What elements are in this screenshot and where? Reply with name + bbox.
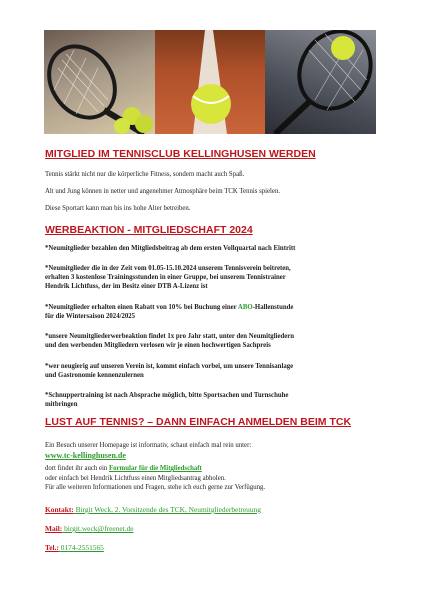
- form-line-text: dort findet ihr auch ein: [45, 465, 109, 472]
- offer-item-4-line-1: *unsere Neumitgliederwerbeaktion findet 1x pro Jahr statt, unter den Neumitgliedern: [45, 333, 295, 340]
- offer-item-1-line: *Neumitglieder bezahlen den Mitgliedsbeitrag ab dem ersten Vollquartal nach Eintritt: [45, 245, 296, 252]
- offer-item-3-text-a: *Neumitglieder erhalten einen Rabatt von 10% bei Buchung einer: [45, 304, 238, 311]
- offer-item-2: [45, 264, 385, 291]
- offer-item-6-line-2: mitbringen: [45, 401, 78, 408]
- website-link-text[interactable]: www.tc-kellinghusen.de: [45, 451, 126, 460]
- offer-item-6-line-1: *Schnuppertraining ist nach Absprache möglich, bitte Sportsachen und Turnschuhe: [45, 392, 289, 399]
- offer-item-6: [45, 391, 385, 409]
- mail-line: [45, 524, 385, 533]
- offer-item-4: [45, 332, 385, 350]
- offer-item-4-line-2: und den werbenden Mitgliedern verlosen wir je einen hochwertigen Sachpreis: [45, 342, 271, 349]
- website-link[interactable]: [45, 451, 385, 460]
- info-text: Für alle weiteren Informationen und Fragen, stehe ich euch gerne zur Verfügung.: [45, 484, 266, 491]
- offer-item-2-line-2: erhalten 3 kostenlose Trainingsstunden in einer Gruppe, bei unserem Tennistrainer: [45, 274, 286, 281]
- racket-balls-image: [44, 30, 155, 134]
- mail-link[interactable]: birgit.weck@freenet.de: [62, 524, 134, 533]
- intro-text-3: Diese Sportart kann man bis ins hohe Alter betreiben.: [45, 205, 191, 212]
- offer-item-5-line-2: und Gastronomie kennenzulernen: [45, 372, 144, 379]
- ball-on-court-image: [155, 30, 266, 134]
- kontakt-line: [45, 505, 385, 514]
- offer-item-3-line-2: für die Wintersaison 2024/2025: [45, 313, 136, 320]
- offer-item-5-line-1: *wer neugierig auf unseren Verein ist, kommt einfach vorbei, um unsere Tennisanlage: [45, 363, 294, 370]
- contact-intro: Ein Besuch unserer Homepage ist informativ, schaut einfach mal rein unter:: [45, 442, 252, 449]
- offer-item-1: [45, 244, 385, 253]
- tel-number[interactable]: 0174-2551565: [58, 543, 104, 552]
- racket-ball-image: [265, 30, 376, 134]
- offer-item-3-text-b: -Hallenstunde: [252, 304, 294, 311]
- page-title: MITGLIED IM TENNISCLUB KELLINGHUSEN WERDEN: [45, 148, 316, 160]
- offer-item-5: [45, 362, 385, 380]
- header-image-strip: [44, 30, 376, 134]
- pickup-text: oder einfach bei Hendrik Lichtfuss einen Mitgliedsantrag abholen.: [45, 475, 226, 482]
- offer-item-2-line-1: *Neumitglieder die in der Zeit vom 01.05-15.10.2024 unserem Tennisverein beitreten,: [45, 265, 291, 272]
- kontakt-value: Birgit Weck, 2. Vorsitzende des TCK, Neumitgliederbetreuung: [73, 505, 261, 514]
- intro-text-2: Alt und Jung können in netter und angenehmer Atmosphäre beim TCK Tennis spielen.: [45, 188, 281, 195]
- mail-label: Mail:: [45, 524, 63, 533]
- offer-item-3: [45, 303, 385, 321]
- abo-highlight: ABO: [237, 304, 253, 311]
- section-title-anmelden: LUST AUF TENNIS? – DANN EINFACH ANMELDEN BEIM TCK: [45, 416, 352, 428]
- membership-form-link[interactable]: Formular für die Mitgliedschaft: [108, 465, 202, 472]
- form-line: [45, 464, 385, 473]
- offer-item-2-line-3: Hendrik Lichtfuss, der im Besitz einer DTB A-Lizenz ist: [45, 283, 208, 290]
- tel-line: [45, 543, 385, 552]
- kontakt-label: Kontakt:: [45, 505, 74, 514]
- tel-label: Tel.:: [45, 543, 59, 552]
- section-title-werbeaktion: WERBEAKTION - MITGLIEDSCHAFT 2024: [45, 224, 253, 236]
- intro-text-1: Tennis stärkt nicht nur die körperliche Fitness, sondern macht auch Spaß.: [45, 171, 245, 178]
- offer-item-3-line-1: [45, 303, 385, 312]
